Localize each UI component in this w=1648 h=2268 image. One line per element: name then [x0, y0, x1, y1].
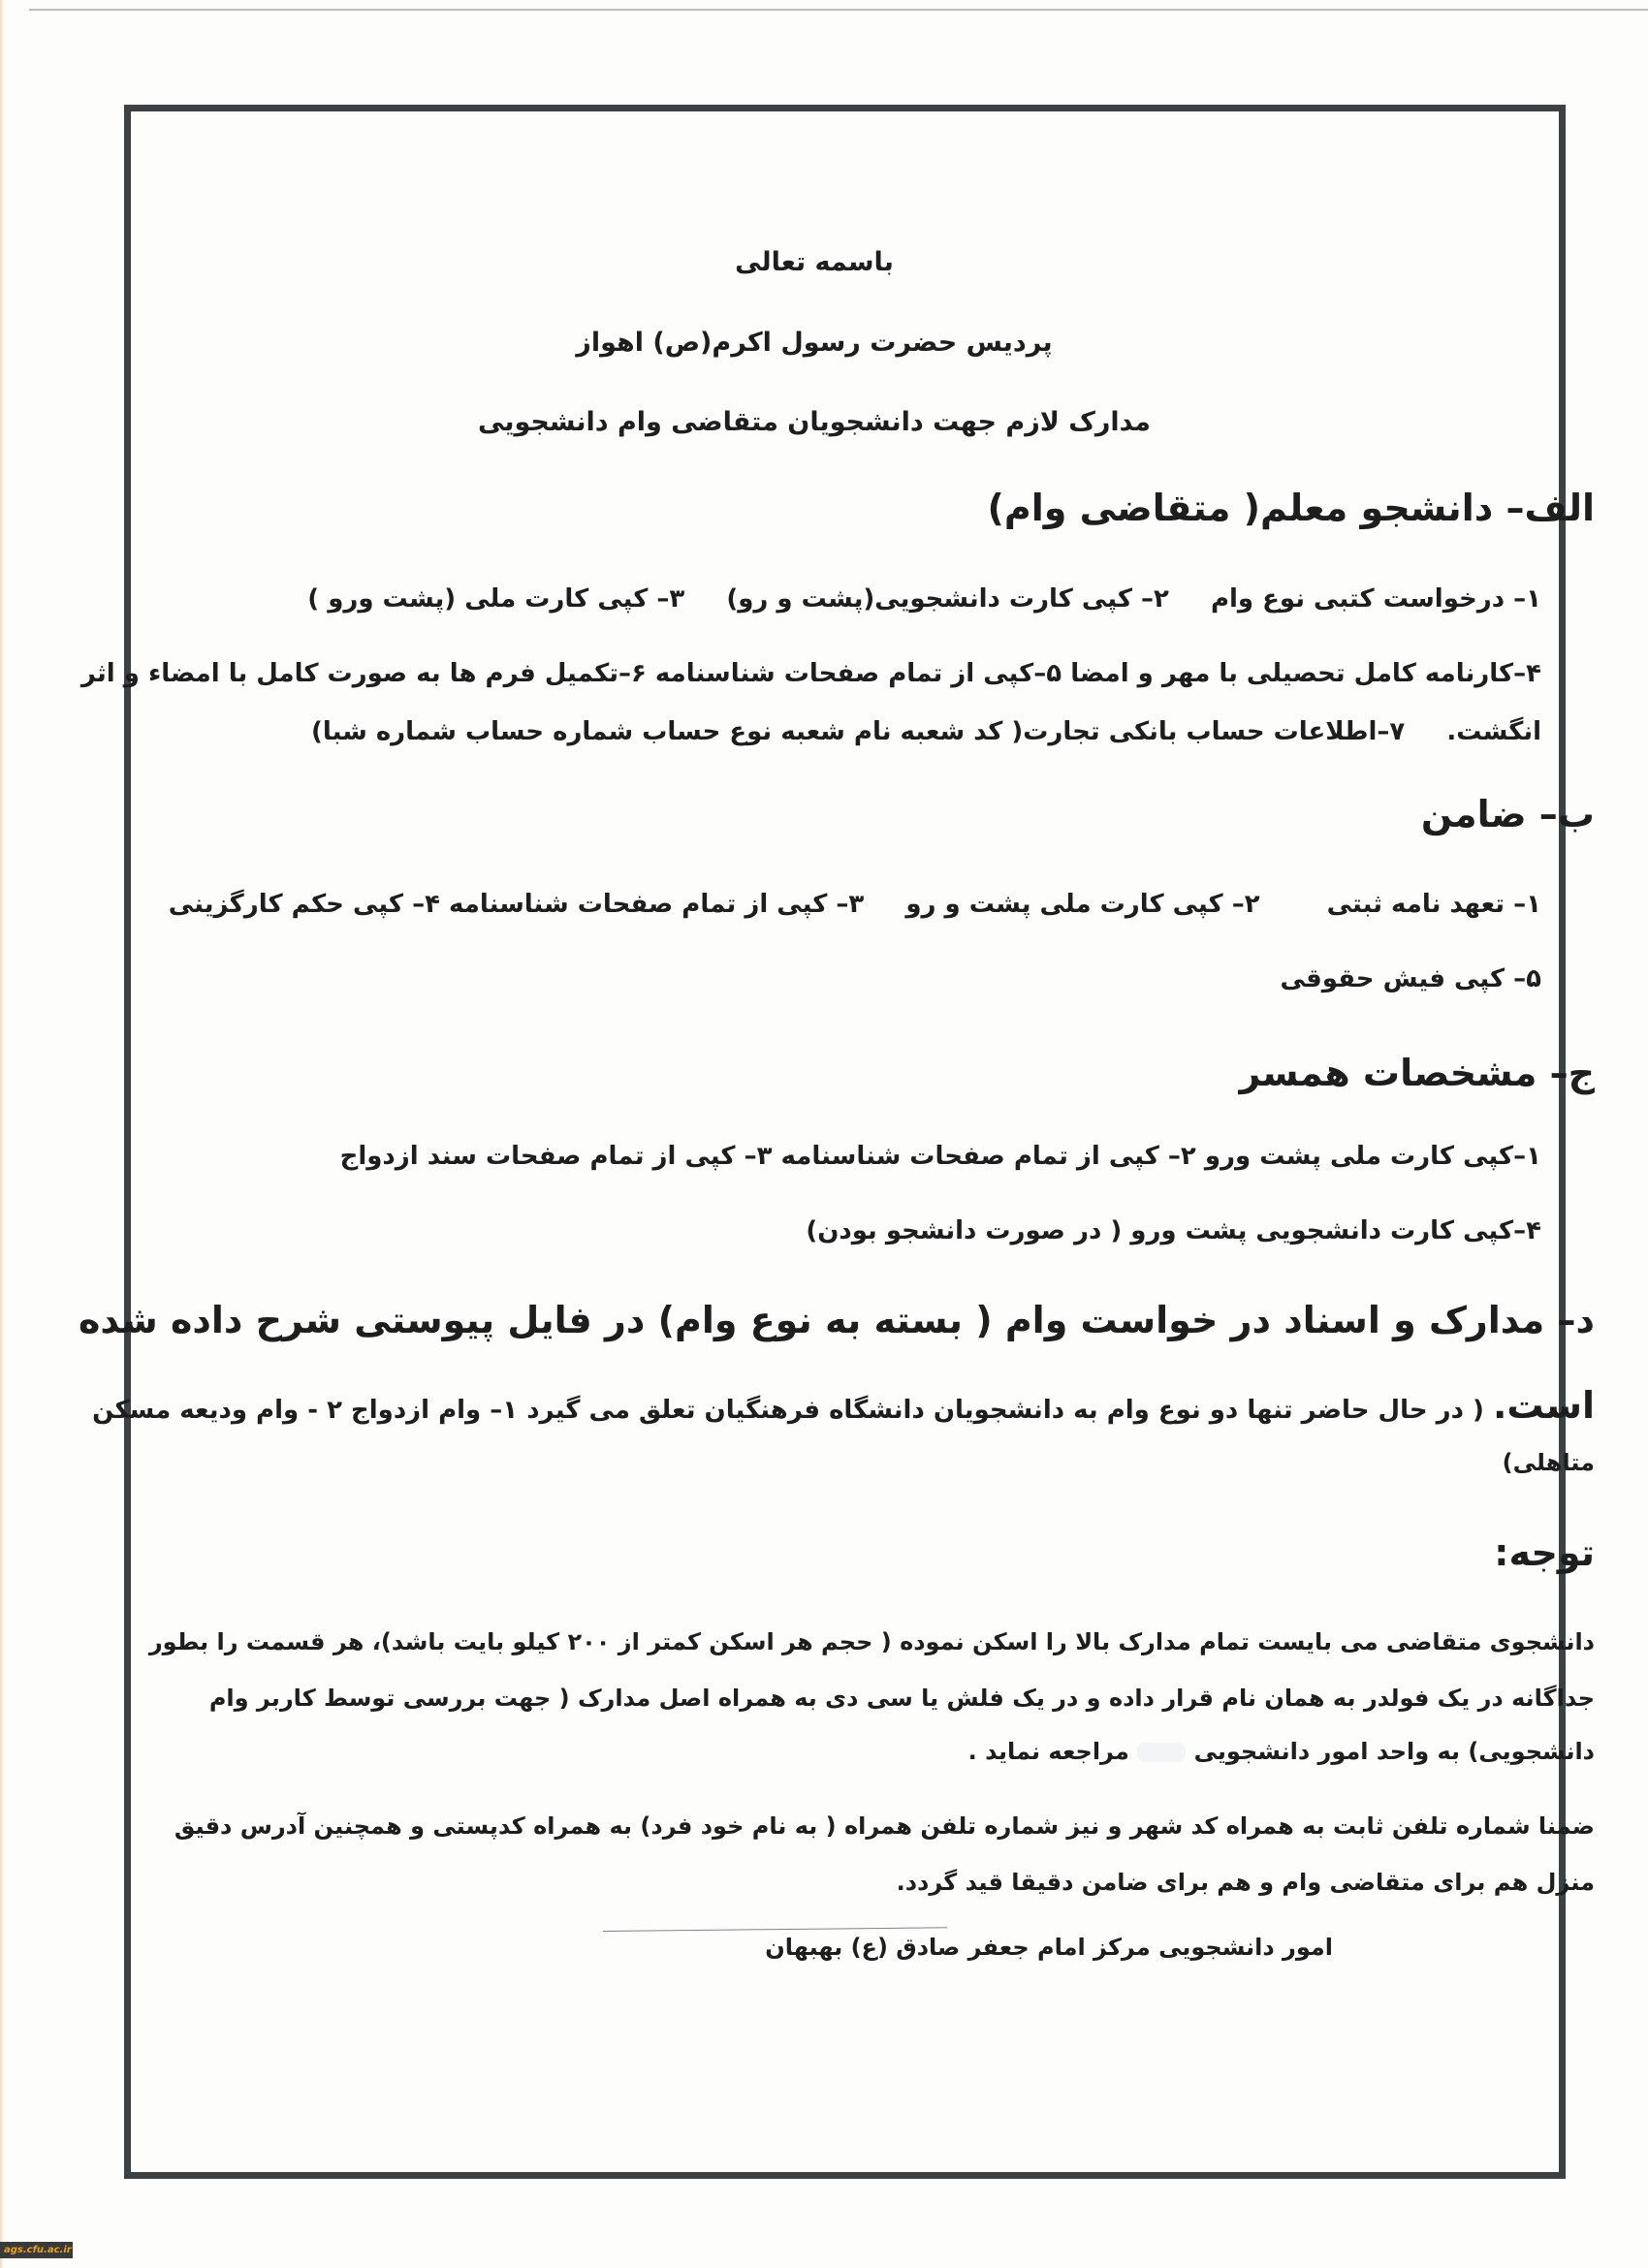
section-b-item-5: ۵– کپی فیش حقوقی: [1280, 964, 1541, 993]
section-a-item-2: ۲– کپی کارت دانشجویی(پشت و رو): [726, 584, 1169, 614]
watermark-badge: ags.cfu.ac.ir: [0, 2242, 73, 2258]
section-c-line-1: [155, 1142, 1541, 1171]
note-paragraph-1-line-3-end: مراجعه نماید .: [967, 1738, 1129, 1765]
section-d-line-3: متاهلی): [1502, 1449, 1595, 1476]
section-b-line-1: [155, 890, 1541, 919]
document-title: مدارک لازم جهت دانشجویان متقاضی وام دانشجویی: [478, 407, 1151, 437]
section-d-continuation-bold: است.: [1492, 1384, 1595, 1427]
note-paragraph-2-line-1: ضمنا شماره تلفن ثابت به همراه کد شهر و نیز شماره تلفن همراه ( به نام خود فرد) به همراه کدپستی و همچنین آدرس دقیق: [174, 1812, 1595, 1840]
signature-block: امور دانشجویی مرکز امام جعفر صادق (ع) بهبهان: [765, 1934, 1333, 1961]
section-a-item-1: ۱– درخواست کتبی نوع وام: [1210, 584, 1541, 614]
note-paragraph-2-line-2: منزل هم برای متقاضی وام و هم برای ضامن دقیقا قید گردد.: [896, 1869, 1595, 1896]
section-c-heading: ج– مشخصات همسر: [1239, 1052, 1595, 1094]
note-paragraph-1-line-3: [155, 1738, 1595, 1765]
section-d-continuation: ( در حال حاضر تنها دو نوع وام به دانشجویان دانشگاه فرهنگیان تعلق می گیرد ۱– وام ازدواج ۲ - وام ودیعه مسکن: [92, 1396, 1493, 1425]
section-a-line-3: [155, 717, 1541, 746]
section-c-line-2: [155, 1216, 1541, 1245]
section-d-line-2: [92, 1384, 1595, 1427]
section-a-items-4-6: ۴–کارنامه کامل تحصیلی با مهر و امضا ۵–کپی از تمام صفحات شناسنامه ۶–تکمیل فرم ها به صورت کامل با امضاء و اثر: [80, 659, 1541, 688]
section-c-item-4: ۴–کپی کارت دانشجویی پشت ورو ( در صورت دانشجو بودن): [806, 1216, 1541, 1245]
section-b-item-2: ۲– کپی کارت ملی پشت و رو: [905, 890, 1260, 919]
section-b-items-3-4: ۳– کپی از تمام صفحات شناسنامه ۴– کپی حکم کارگزینی: [168, 890, 865, 919]
section-a-line-2: [80, 659, 1541, 688]
note-paragraph-1-line-3-start: دانشجویی) به واحد امور دانشجویی: [1193, 1738, 1595, 1765]
section-a-line-1: [155, 584, 1541, 614]
redacted-mark: [1137, 1743, 1186, 1762]
section-a-heading: الف– دانشجو معلم( متقاضی وام): [987, 487, 1595, 529]
section-a-item-7: ۷–اطلاعات حساب بانکی تجارت( کد شعبه نام شعبه نوع حساب شماره حساب شماره شبا): [310, 717, 1406, 746]
section-b-heading: ب– ضامن: [1420, 793, 1595, 835]
section-a-item-3: ۳– کپی کارت ملی (پشت ورو ): [307, 584, 685, 614]
note-heading: توجه:: [1494, 1531, 1595, 1574]
campus-title: پردیس حضرت رسول اکرم(ص) اهواز: [576, 328, 1053, 358]
scan-edge-left: [0, 0, 4, 2268]
scan-edge-top: [29, 9, 1648, 11]
note-paragraph-1-line-1: دانشجوی متقاضی می بایست تمام مدارک بالا را اسکن نموده ( حجم هر اسکن کمتر از ۲۰۰ کیلو بایت باشد)، هر قسمت را بطور: [148, 1628, 1595, 1655]
section-d-heading: د– مدارک و اسناد در خواست وام ( بسته به نوع وام) در فایل پیوستی شرح داده شده: [78, 1299, 1595, 1341]
section-c-items-1-3: ۱–کپی کارت ملی پشت ورو ۲– کپی از تمام صفحات شناسنامه ۳– کپی از تمام صفحات سند ازدواج: [339, 1142, 1541, 1171]
invocation-title: باسمه تعالی: [735, 247, 894, 277]
note-paragraph-1-line-2: جداگانه در یک فولدر به همان نام قرار داده و در یک فلش یا سی دی به همراه اصل مدارک ( جهت بررسی توسط کاربر وام: [208, 1685, 1595, 1712]
section-b-item-1: ۱– تعهد نامه ثبتی: [1326, 890, 1541, 919]
section-b-line-2: [155, 964, 1541, 993]
section-a-item-6-end: انگشت.: [1446, 717, 1541, 746]
